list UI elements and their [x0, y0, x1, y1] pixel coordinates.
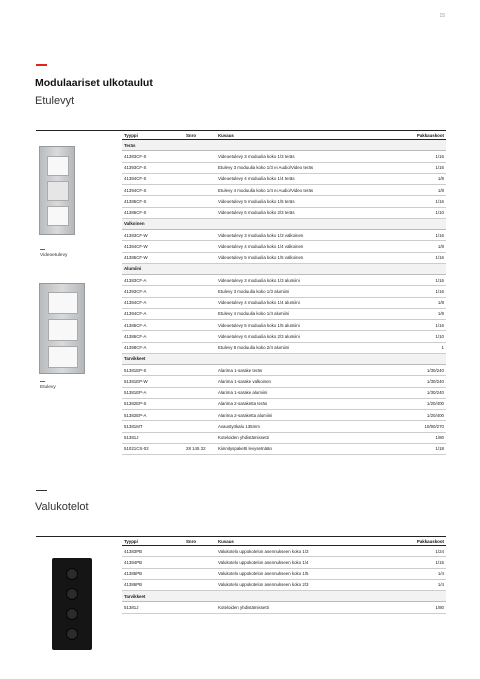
description-cell: Videoetulevy 3 moduulia koko 1/3 alumiini [218, 277, 300, 283]
product-table-valukotelot [122, 537, 446, 614]
type-cell: 41386CF-S [124, 210, 147, 216]
package-cell: 1/8 [437, 243, 444, 249]
knockout-hole [66, 628, 78, 640]
section-label: Tarvikkeet [124, 356, 146, 362]
description-cell: Etulevy 3 moduulia koko 1/3 alumiini [218, 288, 290, 294]
table-row [122, 421, 446, 432]
description-cell: Videoetulevy 6 moduulia koko 2/3 alumiini [218, 333, 300, 339]
description-cell: Koteloiden yhdistämissetti [218, 604, 269, 610]
section-label: Tarvikkeet [124, 593, 146, 599]
table-row [122, 569, 446, 580]
package-cell: 1 [441, 345, 444, 351]
table-row [122, 602, 446, 613]
table-row [122, 185, 446, 196]
table-section-row [122, 591, 446, 602]
description-cell: Videoetulevy 5 moduulia koko 1/5 valkoinen [218, 255, 304, 261]
table-row [122, 298, 446, 309]
caption-dash [40, 381, 45, 382]
type-cell: 51381J [124, 435, 139, 441]
table-row [122, 241, 446, 252]
column-header: Pakkauskoot [416, 538, 444, 544]
type-cell: 51381J [124, 604, 139, 610]
type-cell: 51381EP-W [124, 378, 148, 384]
type-cell: 41384CF-S [124, 176, 147, 182]
module-slot [48, 319, 78, 341]
section-dash [36, 490, 47, 491]
table-row [122, 331, 446, 342]
package-cell: 1/8 [437, 300, 444, 306]
package-cell: 1/8 [437, 311, 444, 317]
type-cell: 51382EP-A [124, 412, 147, 418]
table-row [122, 163, 446, 174]
description-cell: Videoetulevy 6 moduulia koko 2/3 teräs [218, 210, 295, 216]
speaker-module [47, 181, 69, 201]
table-row [122, 151, 446, 162]
package-cell: 1/30/240 [426, 367, 444, 373]
package-cell: 1/16 [435, 198, 444, 204]
section-label: Teräs [124, 142, 136, 148]
package-cell: 1/4 [437, 582, 444, 588]
table-row [122, 286, 446, 297]
description-cell: Avaustyökalu 135mm [218, 423, 260, 429]
package-cell: 1/10 [435, 333, 444, 339]
type-cell: 51381EP-S [124, 367, 147, 373]
package-cell: 1/8 [437, 176, 444, 182]
table-row [122, 399, 446, 410]
type-cell: 41394CF-A [124, 311, 147, 317]
knockout-hole [66, 608, 78, 620]
package-cell: 1/16 [435, 153, 444, 159]
table-row [122, 557, 446, 568]
table-row [122, 343, 446, 354]
description-cell: Videoetulevy 4 moduulia koko 1/4 valkoinen [218, 243, 304, 249]
package-cell: 1/16 [435, 255, 444, 261]
column-header: Snro [186, 538, 197, 544]
flush-box-image [52, 558, 92, 650]
type-cell: 41385CF-A [124, 322, 147, 328]
module-slot [48, 292, 78, 314]
table-row [122, 253, 446, 264]
type-cell: 41393CF-A [124, 288, 147, 294]
package-cell: 1/4 [437, 571, 444, 577]
package-cell: 1/24 [435, 548, 444, 554]
package-cell: 1/20/400 [426, 412, 444, 418]
table-row [122, 309, 446, 320]
package-cell: 1/80 [435, 435, 444, 441]
section-title-etulevyt: Etulevyt [35, 95, 75, 107]
camera-module [47, 156, 69, 176]
description-cell: Videoetulevy 4 moduulia koko 1/4 teräs [218, 176, 295, 182]
package-cell: 1/30/240 [426, 390, 444, 396]
table-row [122, 230, 446, 241]
description-cell: Valukotelo uppokotelon asennukseen koko 2/3 [218, 582, 309, 588]
table-row [122, 208, 446, 219]
type-cell: 41398CF-A [124, 345, 147, 351]
type-cell: 41394CF-S [124, 187, 147, 193]
blank-module [47, 206, 69, 226]
table-row [122, 433, 446, 444]
video-panel-image [39, 146, 75, 235]
type-cell: 51382EP-S [124, 401, 147, 407]
description-cell: Alarima 2-saraketta teräs [218, 401, 268, 407]
snro-cell: 28 145 32 [186, 446, 206, 452]
product-table-etulevyt [122, 131, 446, 455]
description-cell: Videoetulevy 5 moduulia koko 1/5 teräs [218, 198, 295, 204]
table-section-row [122, 264, 446, 275]
table-row [122, 388, 446, 399]
table-row [122, 444, 446, 455]
knockout-hole [66, 568, 78, 580]
package-cell: 1/20/400 [426, 401, 444, 407]
panel-image [39, 283, 85, 374]
section-label: Alumiini [124, 266, 142, 272]
type-cell: 41383CF-W [124, 232, 148, 238]
type-cell: 41384PB [124, 559, 143, 565]
type-cell: 41385CF-S [124, 198, 147, 204]
table-header [122, 131, 446, 140]
table-row [122, 196, 446, 207]
type-cell: 41384CF-A [124, 300, 147, 306]
description-cell: Etulevy 4 moduulia koko 1/4 ei Audio/Video teräs [218, 187, 314, 193]
description-cell: Etulevy 4 moduulia koko 1/4 alumiini [218, 311, 290, 317]
package-cell: 1/16 [435, 277, 444, 283]
description-cell: Valukotelo uppokotelon asennukseen koko 1/4 [218, 559, 309, 565]
caption-etulevy: Etulevy [40, 385, 56, 390]
table-section-row [122, 140, 446, 151]
package-cell: 1/15 [435, 559, 444, 565]
accent-bar [36, 64, 47, 66]
type-cell: 41383CF-S [124, 153, 147, 159]
table-row [122, 546, 446, 557]
type-cell: 41385PB [124, 571, 143, 577]
type-cell: 51021CS-02 [124, 446, 149, 452]
section-title-valukotelot: Valukotelot [35, 501, 89, 513]
description-cell: Alarima 1-sarake teräs [218, 367, 263, 373]
page-number: 15 [439, 13, 445, 19]
type-cell: 51381EP-A [124, 390, 147, 396]
caption-videoetulevy: Videoetulevy [40, 253, 68, 258]
description-cell: Alarima 1-sarake alumiini [218, 390, 268, 396]
description-cell: Etulevy 8 moduulia koko 2/4 alumiini [218, 345, 290, 351]
section-label: Valkoinen [124, 221, 145, 227]
module-slot [48, 346, 78, 368]
table-header [122, 537, 446, 546]
column-header: Tyyppi [124, 538, 138, 544]
description-cell: Etulevy 3 moduulia koko 1/3 ei Audio/Video teräs [218, 165, 314, 171]
package-cell: 1/16 [435, 288, 444, 294]
description-cell: Kiinnityspaketti levysetnään [218, 446, 272, 452]
table-row [122, 320, 446, 331]
package-cell: 1/16 [435, 232, 444, 238]
table-row [122, 275, 446, 286]
type-cell: 41385CF-W [124, 255, 148, 261]
type-cell: 41386PB [124, 582, 143, 588]
type-cell: 51381MT [124, 423, 143, 429]
package-cell: 1/30/240 [426, 378, 444, 384]
table-row [122, 174, 446, 185]
table-section-row [122, 219, 446, 230]
package-cell: 1/80 [435, 604, 444, 610]
knockout-hole [66, 588, 78, 600]
description-cell: Koteloiden yhdistämissetti [218, 435, 269, 441]
description-cell: Alarima 1-sarake valkoinen [218, 378, 271, 384]
type-cell: 41383CF-A [124, 277, 147, 283]
description-cell: Videoetulevy 3 moduulia koko 1/3 valkoinen [218, 232, 304, 238]
description-cell: Videoetulevy 5 moduulia koko 1/5 alumiini [218, 322, 300, 328]
table-row [122, 410, 446, 421]
type-cell: 41393CF-S [124, 165, 147, 171]
table-row [122, 580, 446, 591]
column-header: Tyyppi [124, 132, 138, 138]
table-row [122, 376, 446, 387]
description-cell: Videoetulevy 3 moduulia koko 1/3 teräs [218, 153, 295, 159]
description-cell: Alarima 2-saraketta alumiini [218, 412, 273, 418]
type-cell: 41384CF-W [124, 243, 148, 249]
package-cell: 1/18 [435, 446, 444, 452]
package-cell: 1/16 [435, 322, 444, 328]
type-cell: 41386CF-A [124, 333, 147, 339]
table-row [122, 365, 446, 376]
description-cell: Valukotelo uppokotelon asennukseen koko 1/3 [218, 548, 309, 554]
description-cell: Videoetulevy 4 moduulia koko 1/4 alumiini [218, 300, 300, 306]
column-header: Snro [186, 132, 197, 138]
package-cell: 1/16 [435, 165, 444, 171]
table-section-row [122, 354, 446, 365]
column-header: Pakkauskoot [416, 132, 444, 138]
column-header: Kuvaus [218, 538, 234, 544]
description-cell: Valukotelo uppokotelon asennukseen koko 1/5 [218, 571, 309, 577]
package-cell: 1/8 [437, 187, 444, 193]
package-cell: 1/10 [435, 210, 444, 216]
column-header: Kuvaus [218, 132, 234, 138]
caption-dash [40, 249, 45, 250]
type-cell: 41383PB [124, 548, 143, 554]
page-title: Modulaariset ulkotaulut [35, 77, 153, 89]
package-cell: 10/90/270 [424, 423, 444, 429]
